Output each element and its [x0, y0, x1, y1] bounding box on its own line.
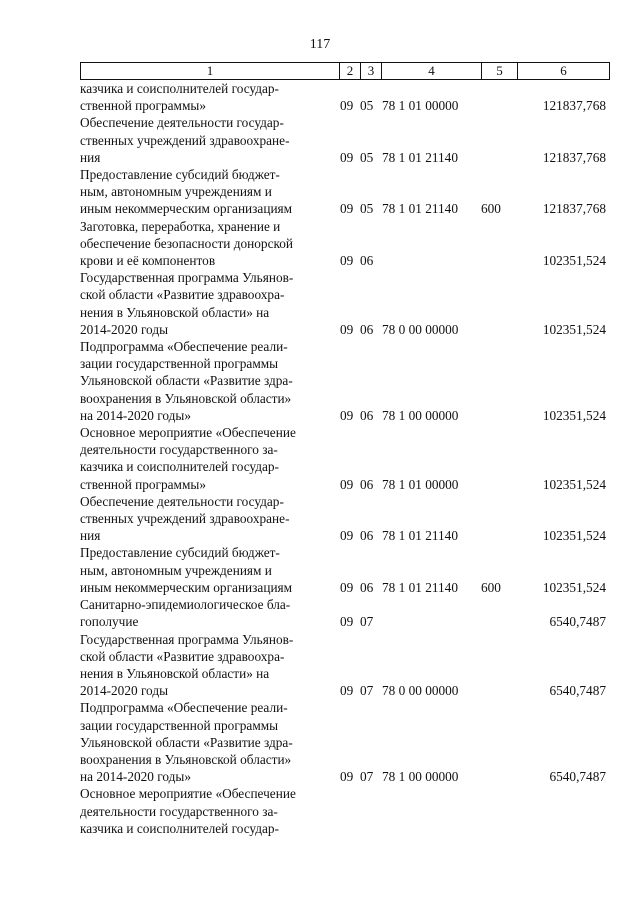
table-row — [80, 493, 620, 545]
row-subsection: 07 — [360, 614, 374, 630]
row-section: 09 — [340, 201, 354, 217]
row-target-code: 78 1 01 21140 — [382, 579, 458, 595]
row-section: 09 — [340, 149, 354, 165]
row-subsection: 06 — [360, 579, 374, 595]
row-section: 09 — [340, 579, 354, 595]
row-name: Государственная программа Ульянов- ской области «Развитие здравоохра- нения в Ульяновской области» на 2014-2020 годы — [80, 631, 294, 699]
row-name: Предоставление субсидий бюджет- ным, автономным учреждениям и иным некоммерческим организациям — [80, 545, 293, 595]
header-col-6: 6 — [517, 63, 609, 79]
row-name: Обеспечение деятельности государ- ственных учреждений здравоохране- ния — [80, 115, 290, 165]
row-name: Предоставление субсидий бюджет- ным, автономным учреждениям и иным некоммерческим организациям — [80, 167, 293, 217]
row-section: 09 — [340, 476, 354, 492]
page-number: 117 — [309, 37, 331, 52]
row-subsection: 07 — [360, 769, 374, 785]
row-subsection: 05 — [360, 201, 374, 217]
row-subsection: 06 — [360, 407, 374, 423]
row-section: 09 — [340, 614, 354, 630]
row-name: Подпрограмма «Обеспечение реали- зации государственной программы Ульяновской области «Развитие здра- воохранения в Ульяновской области» на 2014-2020 годы» — [80, 700, 293, 785]
table-row — [80, 785, 620, 837]
row-name: Основное мероприятие «Обеспечение деятельности государственного за- казчика и соисполнителей государ- — [80, 786, 296, 836]
header-col-3: 3 — [360, 63, 381, 79]
row-subsection: 06 — [360, 253, 374, 269]
row-amount: 121837,768 — [542, 201, 606, 217]
row-subsection: 06 — [360, 476, 374, 492]
row-amount: 6540,7487 — [549, 683, 606, 699]
row-name: Санитарно-эпидемиологическое бла- гополучие — [80, 597, 291, 630]
row-name: Заготовка, переработка, хранение и обеспечение безопасности донорской крови и её компонентов — [80, 218, 294, 269]
row-target-code: 78 1 01 21140 — [382, 149, 458, 165]
table-row — [80, 596, 620, 630]
row-amount: 121837,768 — [542, 98, 606, 114]
table-row — [80, 269, 620, 338]
row-amount: 102351,524 — [542, 528, 606, 544]
row-amount: 102351,524 — [542, 253, 606, 269]
header-col-2: 2 — [339, 63, 360, 79]
table-body — [80, 80, 620, 837]
row-target-code: 78 1 01 21140 — [382, 201, 458, 217]
row-subsection: 05 — [360, 149, 374, 165]
row-target-code: 78 1 01 00000 — [382, 98, 459, 114]
row-subsection: 06 — [360, 528, 374, 544]
table-header — [80, 62, 610, 80]
table-row — [80, 80, 620, 114]
row-section: 09 — [340, 407, 354, 423]
row-amount: 6540,7487 — [549, 769, 606, 785]
row-section: 09 — [340, 321, 354, 337]
row-subsection: 05 — [360, 98, 374, 114]
table-row — [80, 114, 620, 166]
table-row — [80, 338, 620, 424]
row-name: казчика и соисполнителей государ- ственной программы» — [80, 81, 279, 114]
row-name: Обеспечение деятельности государ- ственных учреждений здравоохране- ния — [80, 493, 290, 544]
table-row — [80, 699, 620, 785]
row-amount: 6540,7487 — [549, 614, 606, 630]
row-subsection: 07 — [360, 683, 374, 699]
row-amount: 121837,768 — [542, 149, 606, 165]
row-name: Государственная программа Ульянов- ской области «Развитие здравоохра- нения в Ульяновской области» на 2014-2020 годы — [80, 270, 294, 337]
row-amount: 102351,524 — [542, 579, 606, 595]
row-section: 09 — [340, 528, 354, 544]
row-expense-type: 600 — [481, 201, 501, 217]
row-target-code: 78 1 00 00000 — [382, 769, 459, 785]
header-col-5: 5 — [481, 63, 517, 79]
table-row — [80, 166, 620, 218]
row-subsection: 06 — [360, 321, 374, 337]
row-section: 09 — [340, 683, 354, 699]
row-target-code: 78 1 00 00000 — [382, 407, 459, 423]
row-amount: 102351,524 — [542, 476, 606, 492]
row-target-code: 78 1 01 00000 — [382, 476, 459, 492]
row-target-code: 78 0 00 00000 — [382, 321, 459, 337]
row-name: Подпрограмма «Обеспечение реали- зации государственной программы Ульяновской области «Развитие здра- воохранения в Ульяновской области» на 2014-2020 годы» — [80, 339, 293, 423]
row-section: 09 — [340, 253, 354, 269]
table-row — [80, 424, 620, 493]
row-name: Основное мероприятие «Обеспечение деятельности государственного за- казчика и соисполнителей государ- ственной программы» — [80, 425, 296, 492]
row-expense-type: 600 — [481, 579, 501, 595]
row-section: 09 — [340, 98, 354, 114]
row-section: 09 — [340, 769, 354, 785]
row-target-code: 78 1 01 21140 — [382, 528, 458, 544]
row-amount: 102351,524 — [542, 321, 606, 337]
table-row — [80, 631, 620, 700]
table-row — [80, 218, 620, 270]
row-target-code: 78 0 00 00000 — [382, 683, 459, 699]
row-amount: 102351,524 — [542, 407, 606, 423]
header-col-4: 4 — [381, 63, 481, 79]
table-row — [80, 544, 620, 596]
header-col-1: 1 — [206, 63, 214, 78]
